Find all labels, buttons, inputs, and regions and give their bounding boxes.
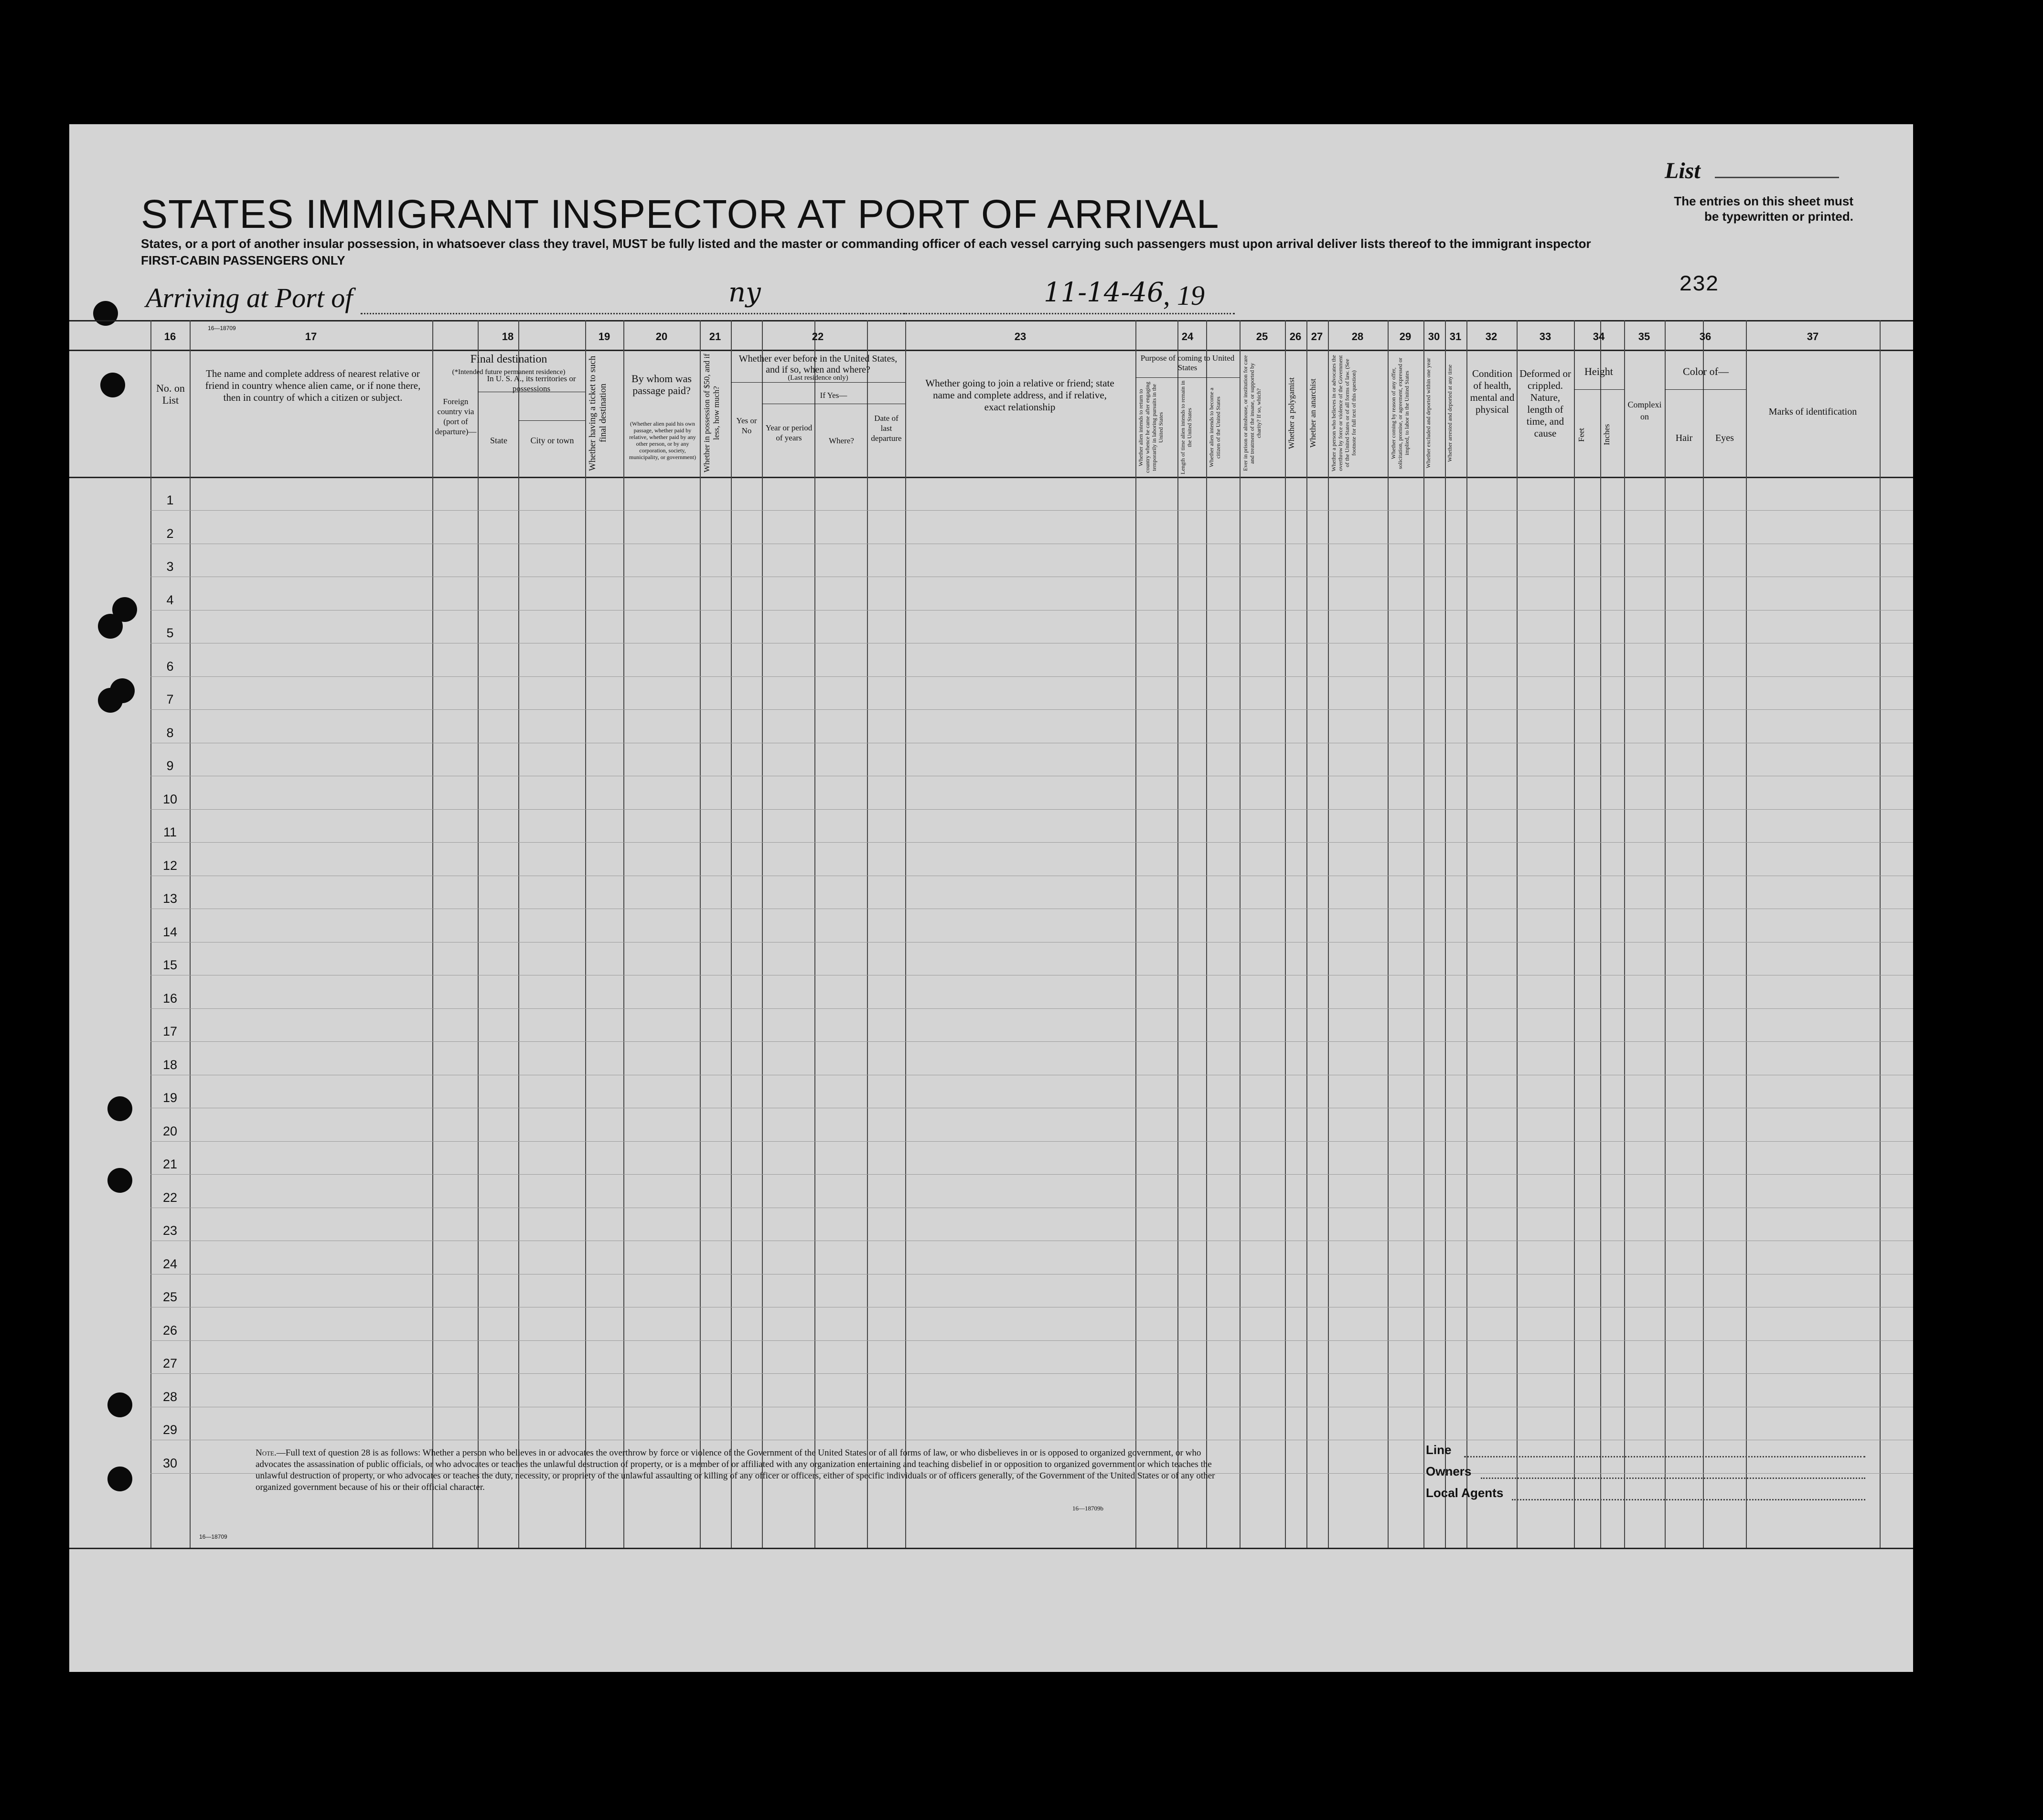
footnote-lead: Note. — [256, 1448, 277, 1458]
col-divider — [478, 320, 479, 1548]
header-passage-paid: By whom was passage paid? — [631, 373, 692, 396]
header-join-relative: Whether going to join a relative or friend; state name and complete address, and if relative, exact relationship — [925, 377, 1114, 413]
header-ever-before-note: (Last residence only) — [788, 374, 848, 382]
row-number: 17 — [162, 1024, 178, 1038]
row-number: 8 — [166, 725, 174, 740]
header-no-on-list: No. on List — [156, 382, 185, 406]
header-yes-no: Yes or No — [736, 416, 757, 435]
date-value: 11-14-46 — [1044, 277, 1164, 308]
date-field-line — [862, 313, 1235, 314]
table-row — [150, 676, 1913, 677]
row-number: 28 — [162, 1389, 178, 1404]
colnum-28: 28 — [1351, 331, 1364, 343]
header-city: City or town — [530, 436, 574, 445]
table-row — [150, 1141, 1913, 1142]
row-number: 24 — [162, 1256, 178, 1271]
colnum-34: 34 — [1593, 331, 1605, 343]
header-marks: Marks of identification — [1768, 407, 1857, 417]
col-divider — [1306, 320, 1307, 1548]
header-overthrow: Whether a person who believes in or advocates the overthrow by force or violence of the Government of the United States or of all forms of law. (See footnote for full text of this question) — [1330, 355, 1357, 471]
col-divider — [623, 320, 624, 1548]
col-divider — [1135, 320, 1136, 1548]
colnum-35: 35 — [1638, 331, 1650, 343]
col-divider — [867, 320, 868, 1548]
table-row — [150, 1373, 1913, 1374]
local-agents-label: Local Agents — [1426, 1486, 1504, 1500]
header-purpose-citizen: Whether alien intends to become a citizen of the United States — [1208, 387, 1221, 468]
col-divider — [1328, 320, 1329, 1548]
col-divider — [1880, 320, 1881, 1548]
table-row — [150, 1174, 1913, 1175]
colnum-27: 27 — [1311, 331, 1323, 343]
col-divider — [1517, 320, 1518, 1548]
colnum-36: 36 — [1699, 331, 1711, 343]
col-divider — [731, 320, 732, 1548]
header-health: Condition of health, mental and physical — [1470, 368, 1515, 415]
header-purpose-length: Length of time alien intends to remain in the United States — [1179, 380, 1193, 475]
row-number: 30 — [162, 1456, 178, 1470]
header-purpose-return: Whether alien intends to return to country whence he came after engaging temporarily in laboring pursuits in the United States — [1137, 382, 1164, 473]
header-complexion: Complexion — [1627, 400, 1662, 421]
colnum-rule — [69, 350, 1913, 351]
col-divider — [814, 320, 815, 1548]
row-number: 10 — [162, 792, 178, 806]
row-number: 1 — [166, 493, 174, 507]
footnote-code: 16—18709b — [1072, 1505, 1103, 1512]
year-prefix: , 19 — [1163, 280, 1205, 311]
owners-field — [1481, 1477, 1865, 1479]
row-number: 7 — [166, 692, 174, 707]
row-number: 22 — [162, 1190, 178, 1205]
row-number: 16 — [162, 991, 178, 1006]
col-divider — [905, 320, 906, 1548]
subheader-rule — [518, 420, 585, 421]
header-possession-50: Whether in possession of $50, and if less, how much? — [702, 353, 721, 473]
colnum-24: 24 — [1181, 331, 1194, 343]
header-hair: Hair — [1675, 433, 1693, 443]
col-divider — [1177, 320, 1178, 1548]
col-divider — [432, 320, 433, 1548]
colnum-22: 22 — [812, 331, 824, 343]
col-divider — [1445, 320, 1446, 1548]
header-passage-paid-note: (Whether alien paid his own passage, whether paid by relative, whether paid by any other person, or by any corporation, society, municipality, or government) — [629, 420, 696, 460]
row-number: 20 — [162, 1124, 178, 1138]
colnum-30: 30 — [1428, 331, 1440, 343]
col-divider — [1240, 320, 1241, 1548]
header-if-yes: If Yes— — [820, 391, 847, 400]
col-divider — [1423, 320, 1424, 1548]
list-number-line — [1715, 177, 1839, 178]
header-foreign-country: Foreign country via (port of departure)— — [435, 397, 477, 436]
row-number: 23 — [162, 1223, 178, 1238]
colnum-26: 26 — [1289, 331, 1302, 343]
colnum-19: 19 — [598, 331, 610, 343]
row-number: 6 — [166, 659, 174, 674]
header-labor-offer: Whether coming by reason of any offer, solicitation, promise, or agreement, expressed or implied, to labor in the United States — [1390, 357, 1410, 469]
header-prison: Ever in prison or almshouse, or institution for care and treatment of the insane, or supported by charity? If so, which? — [1242, 355, 1262, 471]
header-relative-address: The name and complete address of nearest relative or friend in country whence alien came, or if none there, then in country of which a citizen or subject. — [205, 368, 421, 403]
page-number: 232 — [1679, 272, 1719, 297]
row-number: 18 — [162, 1057, 178, 1072]
colnum-18: 18 — [502, 331, 514, 343]
subheader-rule — [1665, 389, 1746, 390]
row-number: 27 — [162, 1356, 178, 1370]
header-where: Where? — [829, 436, 854, 445]
col-divider — [1206, 320, 1207, 1548]
row-number: 2 — [166, 526, 174, 541]
row-number: 19 — [162, 1091, 178, 1105]
typewritten-note — [1629, 193, 1853, 224]
colnum-16: 16 — [164, 331, 176, 343]
row-number: 14 — [162, 924, 178, 939]
table-row — [150, 510, 1913, 511]
row-number: 13 — [162, 891, 178, 906]
header-ticket: Whether having a ticket to such final destination — [588, 355, 608, 471]
port-field-line — [361, 313, 905, 314]
colnum-20: 20 — [655, 331, 668, 343]
owners-label: Owners — [1426, 1464, 1472, 1478]
table-top-rule — [69, 320, 1913, 321]
header-arrested: Whether arrested and deported at any time — [1446, 364, 1453, 462]
col-divider — [1703, 320, 1704, 1548]
header-in-usa: In U. S. A., its territories or possessions — [487, 374, 576, 393]
arriving-label: Arriving at Port of — [146, 282, 353, 313]
col-divider — [1466, 320, 1467, 1548]
line-field — [1464, 1456, 1865, 1457]
table-row — [150, 842, 1913, 843]
page-title: STATES IMMIGRANT INSPECTOR AT PORT OF ARRIVAL — [141, 192, 1219, 236]
header-polygamist: Whether a polygamist — [1287, 377, 1296, 450]
colnum-31: 31 — [1449, 331, 1462, 343]
col-divider — [700, 320, 701, 1548]
header-date-last-departure: Date of last departure — [871, 414, 902, 443]
col-divider — [518, 320, 519, 1548]
col-divider — [1388, 320, 1389, 1548]
row-number: 5 — [166, 626, 174, 640]
table-row — [150, 1340, 1913, 1341]
row-number: 15 — [162, 958, 178, 972]
col-divider — [762, 320, 763, 1548]
row-number: 4 — [166, 592, 174, 607]
col-divider — [190, 320, 191, 1548]
row-number: 26 — [162, 1323, 178, 1338]
port-value: ny — [728, 277, 761, 308]
table-row — [150, 1008, 1913, 1009]
colnum-21: 21 — [709, 331, 721, 343]
subheader-rule — [1574, 389, 1624, 390]
table-row — [150, 1041, 1913, 1042]
header-years: Year or period of years — [765, 423, 813, 442]
row-number: 21 — [162, 1157, 178, 1171]
footnote-question-28 — [256, 1447, 1216, 1493]
header-height: Height — [1584, 365, 1613, 377]
colnum-37: 37 — [1807, 331, 1819, 343]
typewritten-note-line: The entries on this sheet must — [1674, 194, 1853, 208]
table-bottom-rule — [69, 1548, 1913, 1549]
col-divider — [1574, 320, 1575, 1548]
header-deformed: Deformed or crippled. Nature, length of time, and cause — [1519, 368, 1571, 439]
colnum-25: 25 — [1256, 331, 1268, 343]
colnum-33: 33 — [1539, 331, 1551, 343]
colnum-29: 29 — [1399, 331, 1412, 343]
colnum-23: 23 — [1014, 331, 1027, 343]
col-divider — [1746, 320, 1747, 1548]
passenger-class: FIRST-CABIN PASSENGERS ONLY — [141, 253, 345, 268]
subheader-rule — [1135, 377, 1240, 378]
local-agents-field — [1512, 1499, 1865, 1500]
row-number: 29 — [162, 1423, 178, 1437]
header-final-destination: Final destination — [470, 353, 547, 365]
typewritten-note-line: be typewritten or printed. — [1704, 209, 1853, 224]
header-excluded: Whether excluded and deported within one year — [1425, 358, 1432, 469]
col-divider — [1665, 320, 1666, 1548]
table-row — [150, 709, 1913, 710]
col-divider — [585, 320, 586, 1548]
line-label: Line — [1426, 1443, 1452, 1457]
row-number: 12 — [162, 858, 178, 873]
header-state: State — [490, 436, 507, 445]
row-number: 9 — [166, 759, 174, 773]
footnote-text: —Full text of question 28 is as follows: Whether a person who believes in or advocates the overthrow by force or violence of the Government of the United States or of all forms of law, or who disbelieves in or is opposed to organized government, or who advocates the assassination of public officials, or who advocates or teaches the unlawful destruction of property, or is a member of or affiliated with any organization entertaining and teaching disbelief in or opposition to organized government or which teaches the unlawful destruction of property, or who advocates or teaches the duty, necessity, or propriety of the unlawful assaulting or killing of any officer or officers, either of specific individuals or of officers generally, of the Government of the United States or of any other organized government because of his or their official character. — [256, 1448, 1215, 1492]
colnum-32: 32 — [1485, 331, 1497, 343]
colnum-17: 17 — [305, 331, 317, 343]
subheader-rule — [731, 382, 905, 383]
header-ever-before: Whether ever before in the United States, and if so, when and where? — [738, 353, 898, 375]
header-eyes: Eyes — [1715, 433, 1734, 443]
row-number: 3 — [166, 559, 174, 574]
manifest-table — [69, 320, 1913, 1548]
header-color-of: Color of— — [1683, 365, 1729, 377]
row-number: 11 — [163, 825, 177, 839]
form-code-top: 16—18709 — [208, 325, 236, 332]
table-row — [150, 809, 1913, 810]
header-feet: Feet — [1577, 428, 1586, 442]
col-divider — [1624, 320, 1625, 1548]
header-final-destination-note: (*Intended future permanent residence) — [452, 368, 566, 376]
header-instructions: States, or a port of another insular possession, in whatsoever class they travel, MUST be fully listed and the master or commanding officer of each vessel carrying such passengers must upon arrival deliver lists thereof to the immigrant inspector — [141, 236, 1591, 251]
list-label: List — [1665, 158, 1701, 183]
header-anarchist: Whether an anarchist — [1308, 378, 1317, 448]
header-inches: Inches — [1602, 424, 1611, 446]
header-purpose: Purpose of coming to United States — [1140, 353, 1235, 372]
row-number: 25 — [162, 1290, 178, 1304]
manifest-sheet — [69, 124, 1913, 1672]
col-divider — [1600, 320, 1601, 1548]
header-bottom-rule — [69, 477, 1913, 478]
col-divider — [1285, 320, 1286, 1548]
form-code-bottom: 16—18709 — [199, 1533, 227, 1540]
